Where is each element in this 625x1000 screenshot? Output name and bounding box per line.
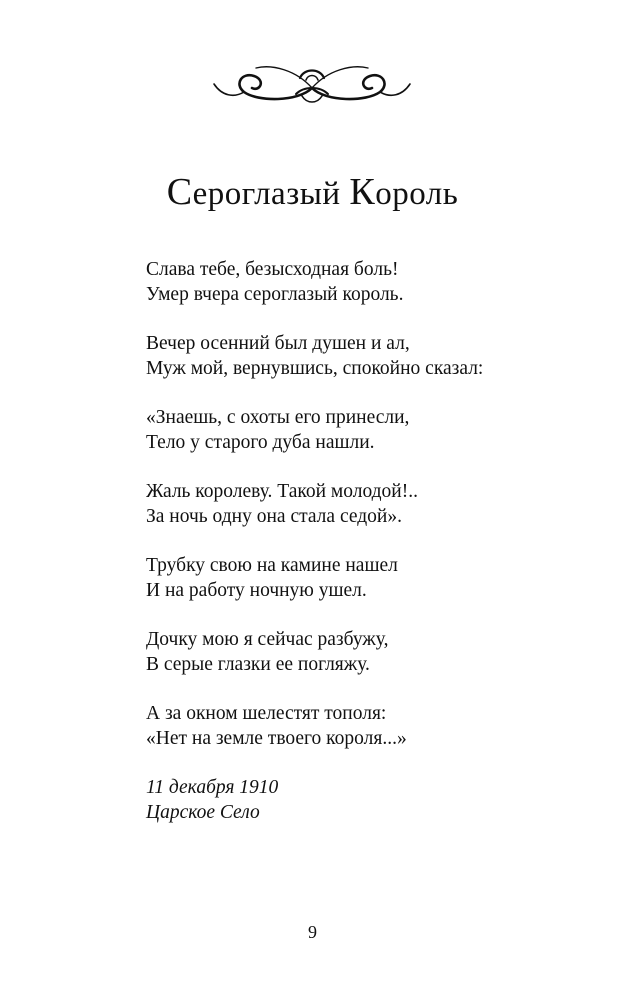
title-first-letter: С xyxy=(166,171,193,213)
poem-line: Жаль королеву. Такой молодой!.. xyxy=(146,481,418,502)
title-text-part: ероглазый xyxy=(192,176,350,212)
title-first-letter: К xyxy=(349,171,376,213)
poem-line: Трубку свою на камине нашел xyxy=(146,555,398,576)
poem-line: Дочку мою я сейчас разбужу, xyxy=(146,629,389,650)
dateline-block xyxy=(146,775,586,825)
title-text-part: ороль xyxy=(375,176,459,212)
page-number: 9 xyxy=(308,922,317,942)
poem-line: За ночь одну она стала седой». xyxy=(146,506,402,527)
poem-body xyxy=(146,257,586,849)
stanza xyxy=(146,257,586,307)
poem-line: Слава тебе, безысходная боль! xyxy=(146,259,399,280)
poem-line: И на работу ночную ушел. xyxy=(146,580,367,601)
poem-line: В серые глазки ее погляжу. xyxy=(146,654,370,675)
poem-line: Вечер осенний был душен и ал, xyxy=(146,333,410,354)
stanza xyxy=(146,479,586,529)
stanza xyxy=(146,405,586,455)
poem-title xyxy=(0,170,625,216)
poem-line: Тело у старого дуба нашли. xyxy=(146,432,375,453)
flourish-ornament-icon xyxy=(212,58,412,114)
poem-line: Муж мой, вернувшись, спокойно сказал: xyxy=(146,358,484,379)
poem-line: «Нет на земле твоего короля...» xyxy=(146,728,407,749)
poem-place: Царское Село xyxy=(146,802,260,823)
poem-line: А за окном шелестят тополя: xyxy=(146,703,387,724)
poem-line: «Знаешь, с охоты его принесли, xyxy=(146,407,410,428)
stanza xyxy=(146,331,586,381)
stanza xyxy=(146,627,586,677)
stanza xyxy=(146,701,586,751)
poem-line: Умер вчера сероглазый король. xyxy=(146,284,404,305)
poem-date: 11 декабря 1910 xyxy=(146,777,279,798)
stanza xyxy=(146,553,586,603)
